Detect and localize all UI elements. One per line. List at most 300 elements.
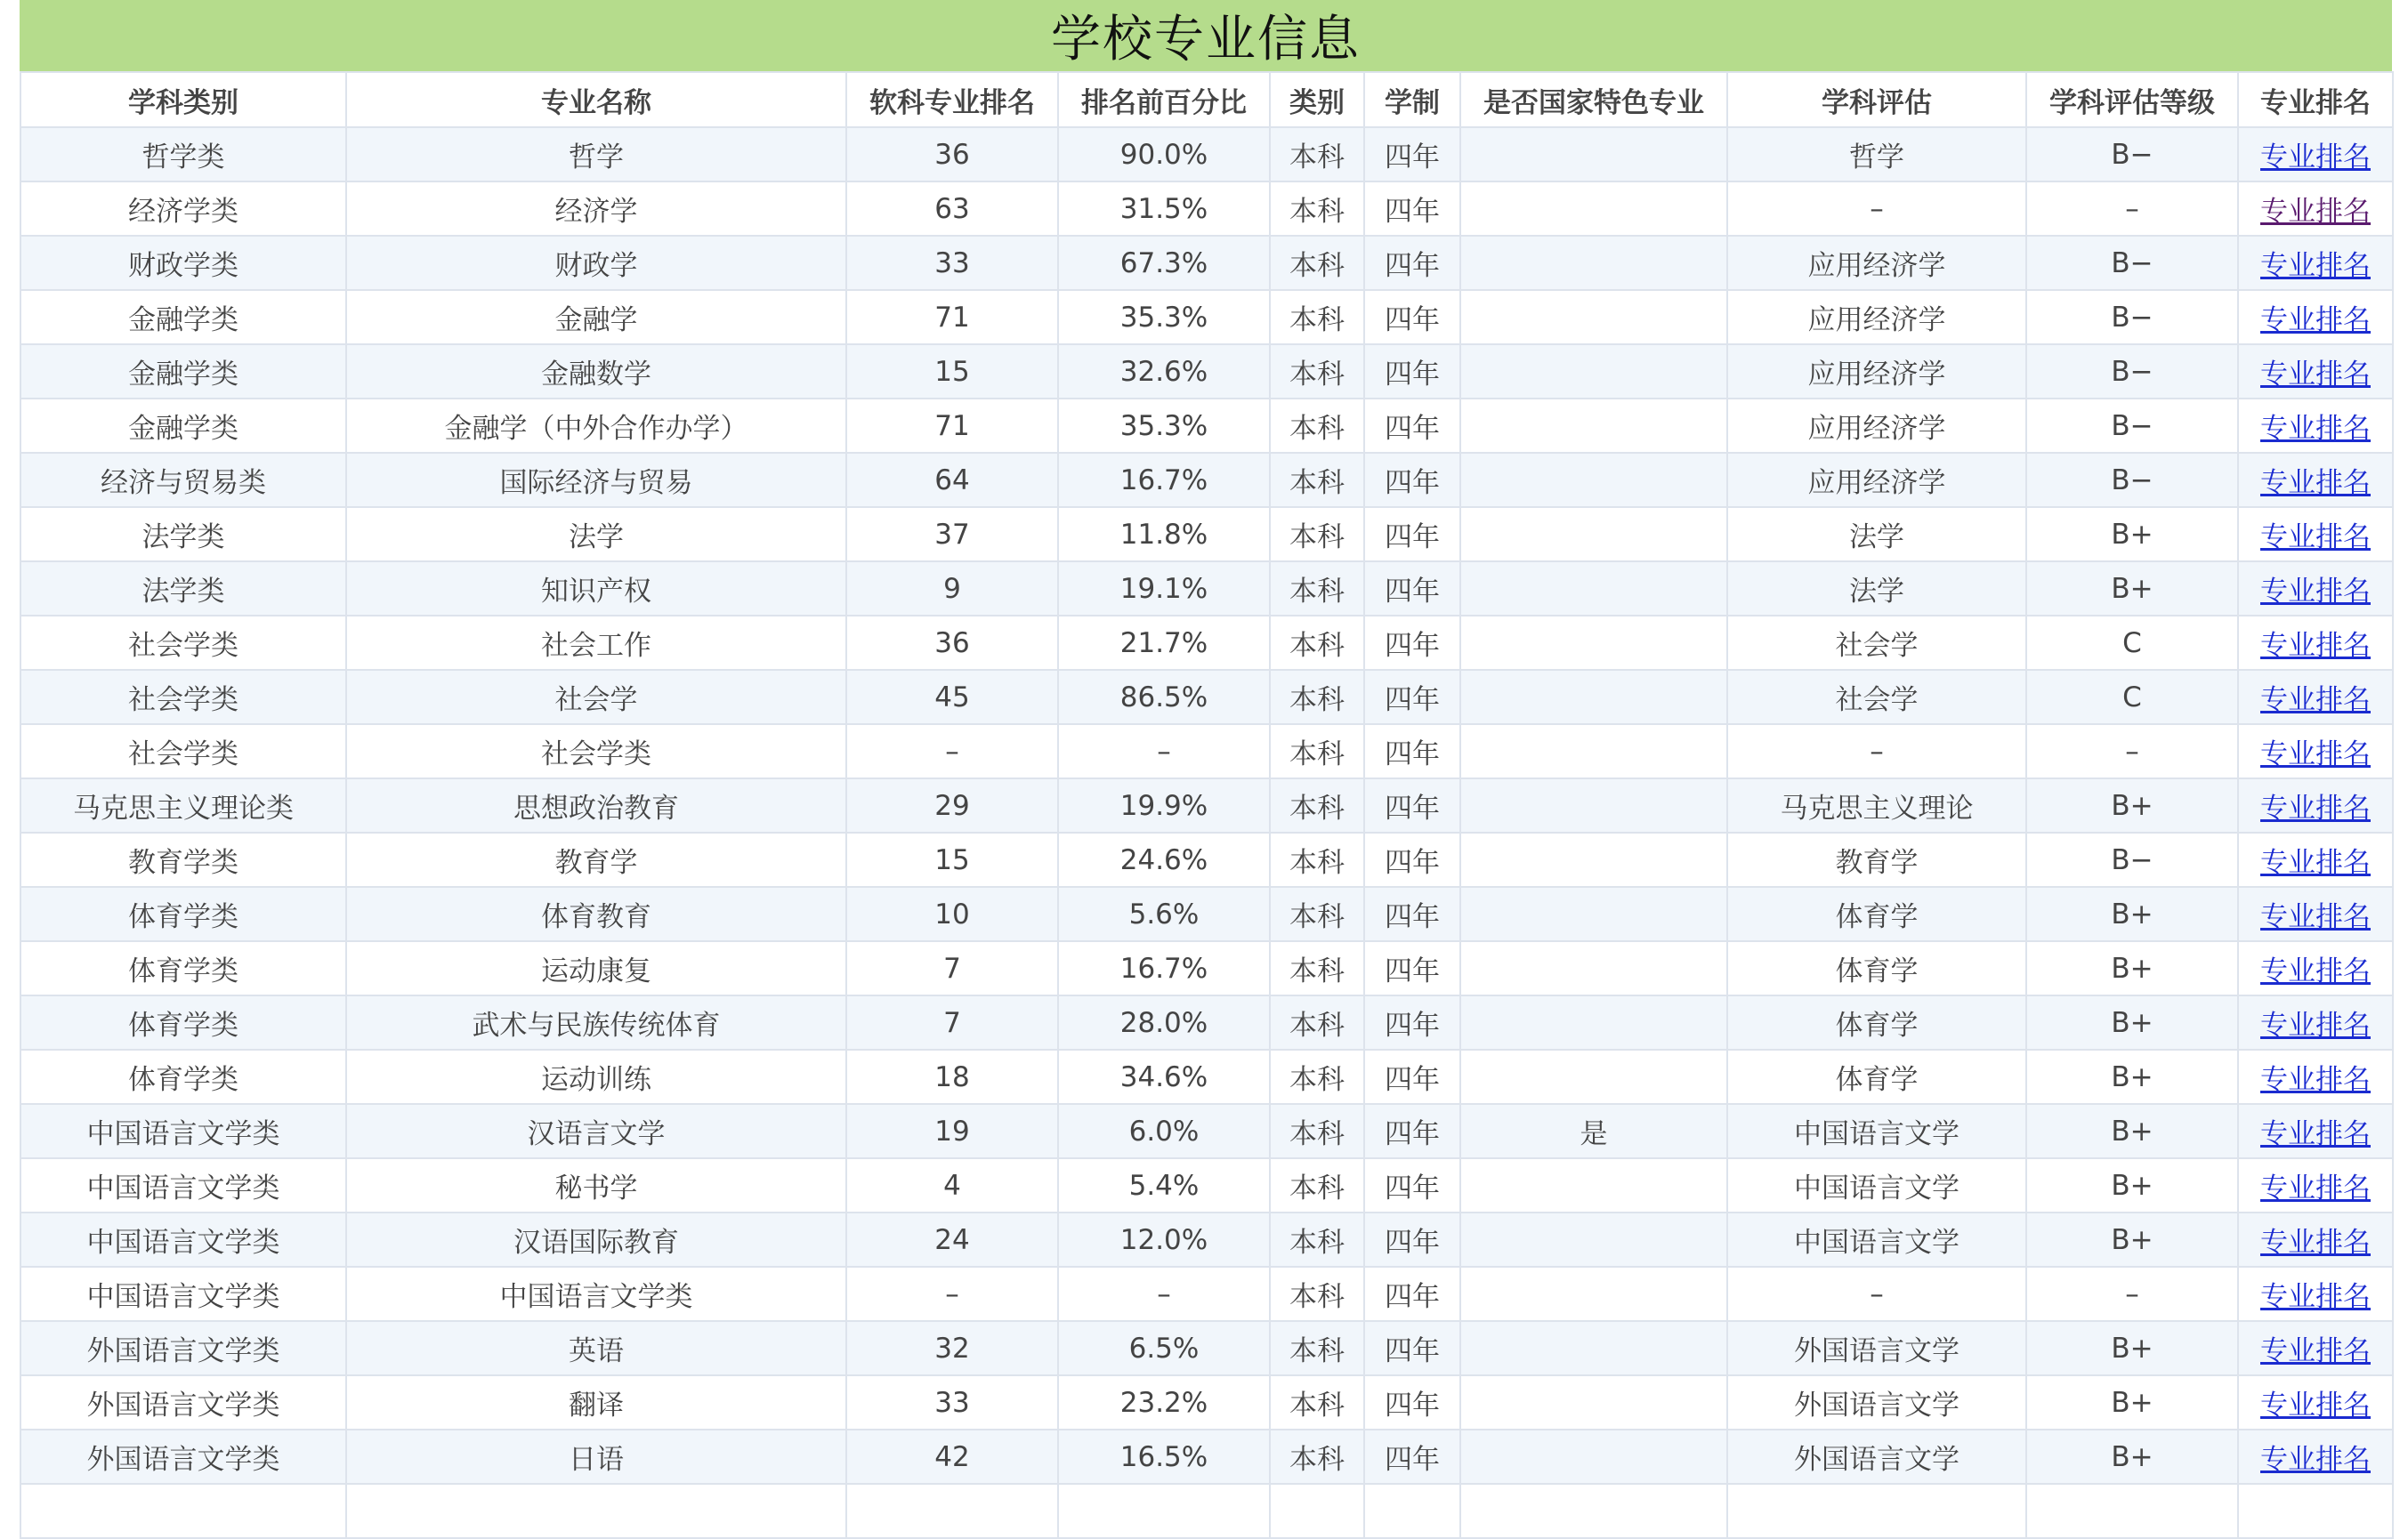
grade-cell: B+ bbox=[2026, 1375, 2238, 1430]
major-cell: 财政学 bbox=[346, 236, 846, 290]
percent-cell: 19.1% bbox=[1058, 561, 1270, 616]
type-cell: 本科 bbox=[1270, 833, 1364, 887]
partial-cell bbox=[2238, 1484, 2393, 1538]
rank-link-cell bbox=[2238, 995, 2393, 1050]
rank-cell: 71 bbox=[846, 290, 1058, 344]
rank-cell: – bbox=[846, 724, 1058, 778]
column-header-eval: 学科评估 bbox=[1727, 72, 2026, 127]
majors-table-body bbox=[20, 127, 2393, 1538]
rank-cell: 33 bbox=[846, 1375, 1058, 1430]
major-cell: 金融数学 bbox=[346, 344, 846, 399]
type-cell: 本科 bbox=[1270, 616, 1364, 670]
major-ranking-link[interactable]: 专业排名 bbox=[2260, 1227, 2371, 1259]
category-cell: 金融学类 bbox=[20, 290, 346, 344]
grade-cell: – bbox=[2026, 1267, 2238, 1321]
majors-table bbox=[20, 71, 2394, 1539]
percent-cell: 6.5% bbox=[1058, 1321, 1270, 1375]
table-row bbox=[20, 833, 2393, 887]
rank-cell: 63 bbox=[846, 181, 1058, 236]
rank-link-cell bbox=[2238, 399, 2393, 453]
table-row bbox=[20, 290, 2393, 344]
partial-cell bbox=[20, 1484, 346, 1538]
category-cell: 外国语言文学类 bbox=[20, 1375, 346, 1430]
major-ranking-link[interactable]: 专业排名 bbox=[2260, 1390, 2371, 1422]
major-ranking-link[interactable]: 专业排名 bbox=[2260, 684, 2371, 716]
major-ranking-link[interactable]: 专业排名 bbox=[2260, 847, 2371, 879]
featured-cell bbox=[1460, 344, 1727, 399]
percent-cell: 86.5% bbox=[1058, 670, 1270, 724]
category-cell: 外国语言文学类 bbox=[20, 1321, 346, 1375]
grade-cell: B− bbox=[2026, 290, 2238, 344]
eval-cell: 社会学 bbox=[1727, 670, 2026, 724]
type-cell: 本科 bbox=[1270, 724, 1364, 778]
rank-cell: – bbox=[846, 1267, 1058, 1321]
rank-cell: 64 bbox=[846, 453, 1058, 507]
table-row bbox=[20, 1050, 2393, 1104]
duration-cell: 四年 bbox=[1364, 995, 1460, 1050]
major-cell: 社会工作 bbox=[346, 616, 846, 670]
column-header-percent: 排名前百分比 bbox=[1058, 72, 1270, 127]
major-cell: 秘书学 bbox=[346, 1158, 846, 1213]
rank-link-cell bbox=[2238, 344, 2393, 399]
table-row bbox=[20, 670, 2393, 724]
column-header-type: 类别 bbox=[1270, 72, 1364, 127]
type-cell: 本科 bbox=[1270, 453, 1364, 507]
column-header-duration: 学制 bbox=[1364, 72, 1460, 127]
featured-cell bbox=[1460, 887, 1727, 941]
major-ranking-link[interactable]: 专业排名 bbox=[2260, 250, 2371, 282]
type-cell: 本科 bbox=[1270, 507, 1364, 561]
eval-cell: 法学 bbox=[1727, 507, 2026, 561]
percent-cell: 6.0% bbox=[1058, 1104, 1270, 1158]
featured-cell bbox=[1460, 670, 1727, 724]
eval-cell: 外国语言文学 bbox=[1727, 1375, 2026, 1430]
table-row bbox=[20, 1158, 2393, 1213]
eval-cell: 中国语言文学 bbox=[1727, 1213, 2026, 1267]
table-row bbox=[20, 344, 2393, 399]
featured-cell bbox=[1460, 290, 1727, 344]
duration-cell: 四年 bbox=[1364, 561, 1460, 616]
eval-cell: 马克思主义理论 bbox=[1727, 778, 2026, 833]
duration-cell: 四年 bbox=[1364, 290, 1460, 344]
type-cell: 本科 bbox=[1270, 236, 1364, 290]
eval-cell: – bbox=[1727, 1267, 2026, 1321]
major-cell: 汉语言文学 bbox=[346, 1104, 846, 1158]
grade-cell: B+ bbox=[2026, 1050, 2238, 1104]
grade-cell: B+ bbox=[2026, 941, 2238, 995]
type-cell: 本科 bbox=[1270, 1158, 1364, 1213]
category-cell: 金融学类 bbox=[20, 344, 346, 399]
grade-cell: C bbox=[2026, 670, 2238, 724]
major-cell: 英语 bbox=[346, 1321, 846, 1375]
column-header-rank: 软科专业排名 bbox=[846, 72, 1058, 127]
major-ranking-link[interactable]: 专业排名 bbox=[2260, 1172, 2371, 1205]
eval-cell: 体育学 bbox=[1727, 941, 2026, 995]
eval-cell: 应用经济学 bbox=[1727, 290, 2026, 344]
percent-cell: 5.4% bbox=[1058, 1158, 1270, 1213]
table-row bbox=[20, 887, 2393, 941]
major-ranking-link[interactable]: 专业排名 bbox=[2260, 630, 2371, 662]
duration-cell: 四年 bbox=[1364, 1050, 1460, 1104]
rank-link-cell bbox=[2238, 236, 2393, 290]
category-cell: 哲学类 bbox=[20, 127, 346, 181]
percent-cell: 35.3% bbox=[1058, 399, 1270, 453]
rank-link-cell bbox=[2238, 1104, 2393, 1158]
major-ranking-link[interactable]: 专业排名 bbox=[2260, 1010, 2371, 1042]
rank-link-cell bbox=[2238, 290, 2393, 344]
partial-cell bbox=[1364, 1484, 1460, 1538]
major-cell: 运动训练 bbox=[346, 1050, 846, 1104]
rank-cell: 15 bbox=[846, 344, 1058, 399]
major-cell: 运动康复 bbox=[346, 941, 846, 995]
rank-link-cell bbox=[2238, 778, 2393, 833]
rank-link-cell bbox=[2238, 724, 2393, 778]
percent-cell: 23.2% bbox=[1058, 1375, 1270, 1430]
percent-cell: 28.0% bbox=[1058, 995, 1270, 1050]
grade-cell: B+ bbox=[2026, 1213, 2238, 1267]
table-row bbox=[20, 399, 2393, 453]
type-cell: 本科 bbox=[1270, 1050, 1364, 1104]
duration-cell: 四年 bbox=[1364, 1375, 1460, 1430]
major-cell: 体育教育 bbox=[346, 887, 846, 941]
partial-cell bbox=[1058, 1484, 1270, 1538]
major-ranking-link[interactable]: 专业排名 bbox=[2260, 304, 2371, 336]
percent-cell: 12.0% bbox=[1058, 1213, 1270, 1267]
category-cell: 财政学类 bbox=[20, 236, 346, 290]
category-cell: 体育学类 bbox=[20, 1050, 346, 1104]
rank-link-cell bbox=[2238, 127, 2393, 181]
rank-link-cell bbox=[2238, 453, 2393, 507]
percent-cell: 34.6% bbox=[1058, 1050, 1270, 1104]
column-header-link: 专业排名 bbox=[2238, 72, 2393, 127]
major-ranking-link[interactable]: 专业排名 bbox=[2260, 738, 2371, 770]
type-cell: 本科 bbox=[1270, 887, 1364, 941]
percent-cell: 31.5% bbox=[1058, 181, 1270, 236]
table-row bbox=[20, 236, 2393, 290]
percent-cell: 16.7% bbox=[1058, 941, 1270, 995]
category-cell: 体育学类 bbox=[20, 887, 346, 941]
rank-cell: 33 bbox=[846, 236, 1058, 290]
percent-cell: – bbox=[1058, 724, 1270, 778]
featured-cell bbox=[1460, 1321, 1727, 1375]
eval-cell: – bbox=[1727, 724, 2026, 778]
rank-cell: 19 bbox=[846, 1104, 1058, 1158]
major-ranking-link[interactable]: 专业排名 bbox=[2260, 467, 2371, 499]
table-row bbox=[20, 507, 2393, 561]
grade-cell: B− bbox=[2026, 236, 2238, 290]
grade-cell: B+ bbox=[2026, 778, 2238, 833]
duration-cell: 四年 bbox=[1364, 1158, 1460, 1213]
grade-cell: B+ bbox=[2026, 887, 2238, 941]
eval-cell: 外国语言文学 bbox=[1727, 1430, 2026, 1484]
partial-cell bbox=[346, 1484, 846, 1538]
type-cell: 本科 bbox=[1270, 344, 1364, 399]
major-ranking-link[interactable]: 专业排名 bbox=[2260, 901, 2371, 933]
percent-cell: 16.7% bbox=[1058, 453, 1270, 507]
grade-cell: B− bbox=[2026, 833, 2238, 887]
duration-cell: 四年 bbox=[1364, 399, 1460, 453]
grade-cell: B− bbox=[2026, 399, 2238, 453]
category-cell: 教育学类 bbox=[20, 833, 346, 887]
category-cell: 体育学类 bbox=[20, 995, 346, 1050]
grade-cell: B+ bbox=[2026, 561, 2238, 616]
rank-cell: 7 bbox=[846, 941, 1058, 995]
major-cell: 法学 bbox=[346, 507, 846, 561]
table-row bbox=[20, 1321, 2393, 1375]
category-cell: 经济学类 bbox=[20, 181, 346, 236]
table-row bbox=[20, 995, 2393, 1050]
featured-cell bbox=[1460, 507, 1727, 561]
category-cell: 经济与贸易类 bbox=[20, 453, 346, 507]
featured-cell bbox=[1460, 833, 1727, 887]
percent-cell: 16.5% bbox=[1058, 1430, 1270, 1484]
grade-cell: B+ bbox=[2026, 1158, 2238, 1213]
category-cell: 法学类 bbox=[20, 561, 346, 616]
rank-link-cell bbox=[2238, 561, 2393, 616]
grade-cell: B− bbox=[2026, 127, 2238, 181]
major-cell: 教育学 bbox=[346, 833, 846, 887]
major-ranking-link[interactable]: 专业排名 bbox=[2260, 521, 2371, 553]
major-cell: 社会学 bbox=[346, 670, 846, 724]
major-cell: 武术与民族传统体育 bbox=[346, 995, 846, 1050]
rank-cell: 42 bbox=[846, 1430, 1058, 1484]
featured-cell bbox=[1460, 181, 1727, 236]
featured-cell bbox=[1460, 778, 1727, 833]
eval-cell: 社会学 bbox=[1727, 616, 2026, 670]
page-title: 学校专业信息 bbox=[20, 0, 2392, 71]
featured-cell bbox=[1460, 561, 1727, 616]
percent-cell: 35.3% bbox=[1058, 290, 1270, 344]
featured-cell bbox=[1460, 1375, 1727, 1430]
type-cell: 本科 bbox=[1270, 1430, 1364, 1484]
category-cell: 中国语言文学类 bbox=[20, 1158, 346, 1213]
featured-cell bbox=[1460, 1213, 1727, 1267]
table-row bbox=[20, 778, 2393, 833]
rank-link-cell bbox=[2238, 1158, 2393, 1213]
type-cell: 本科 bbox=[1270, 941, 1364, 995]
rank-cell: 7 bbox=[846, 995, 1058, 1050]
type-cell: 本科 bbox=[1270, 127, 1364, 181]
rank-cell: 45 bbox=[846, 670, 1058, 724]
major-cell: 日语 bbox=[346, 1430, 846, 1484]
grade-cell: B+ bbox=[2026, 995, 2238, 1050]
duration-cell: 四年 bbox=[1364, 887, 1460, 941]
category-cell: 金融学类 bbox=[20, 399, 346, 453]
table-header-row bbox=[20, 72, 2393, 127]
table-row bbox=[20, 1213, 2393, 1267]
duration-cell: 四年 bbox=[1364, 670, 1460, 724]
percent-cell: 67.3% bbox=[1058, 236, 1270, 290]
featured-cell bbox=[1460, 399, 1727, 453]
percent-cell: 90.0% bbox=[1058, 127, 1270, 181]
major-ranking-link[interactable]: 专业排名 bbox=[2260, 196, 2371, 228]
major-ranking-link[interactable]: 专业排名 bbox=[2260, 793, 2371, 825]
featured-cell bbox=[1460, 1158, 1727, 1213]
eval-cell: 应用经济学 bbox=[1727, 344, 2026, 399]
major-ranking-link[interactable]: 专业排名 bbox=[2260, 955, 2371, 987]
type-cell: 本科 bbox=[1270, 399, 1364, 453]
grade-cell: B− bbox=[2026, 453, 2238, 507]
rank-cell: 9 bbox=[846, 561, 1058, 616]
eval-cell: 中国语言文学 bbox=[1727, 1104, 2026, 1158]
major-cell: 社会学类 bbox=[346, 724, 846, 778]
category-cell: 体育学类 bbox=[20, 941, 346, 995]
featured-cell bbox=[1460, 1267, 1727, 1321]
featured-cell bbox=[1460, 941, 1727, 995]
table-row bbox=[20, 1267, 2393, 1321]
rank-link-cell bbox=[2238, 1267, 2393, 1321]
featured-cell bbox=[1460, 453, 1727, 507]
featured-cell bbox=[1460, 1050, 1727, 1104]
percent-cell: 21.7% bbox=[1058, 616, 1270, 670]
eval-cell: 应用经济学 bbox=[1727, 453, 2026, 507]
major-ranking-link[interactable]: 专业排名 bbox=[2260, 359, 2371, 391]
duration-cell: 四年 bbox=[1364, 344, 1460, 399]
featured-cell bbox=[1460, 127, 1727, 181]
partial-cell bbox=[2026, 1484, 2238, 1538]
category-cell: 中国语言文学类 bbox=[20, 1104, 346, 1158]
duration-cell: 四年 bbox=[1364, 941, 1460, 995]
eval-cell: 外国语言文学 bbox=[1727, 1321, 2026, 1375]
table-row bbox=[20, 561, 2393, 616]
major-cell: 中国语言文学类 bbox=[346, 1267, 846, 1321]
type-cell: 本科 bbox=[1270, 181, 1364, 236]
major-ranking-link[interactable]: 专业排名 bbox=[2260, 141, 2371, 173]
major-ranking-link[interactable]: 专业排名 bbox=[2260, 1335, 2371, 1367]
rank-cell: 15 bbox=[846, 833, 1058, 887]
duration-cell: 四年 bbox=[1364, 724, 1460, 778]
percent-cell: 32.6% bbox=[1058, 344, 1270, 399]
rank-link-cell bbox=[2238, 1213, 2393, 1267]
column-header-featured: 是否国家特色专业 bbox=[1460, 72, 1727, 127]
table-row bbox=[20, 1375, 2393, 1430]
table-row-partial bbox=[20, 1484, 2393, 1538]
rank-cell: 32 bbox=[846, 1321, 1058, 1375]
major-ranking-link[interactable]: 专业排名 bbox=[2260, 1281, 2371, 1313]
eval-cell: 哲学 bbox=[1727, 127, 2026, 181]
major-cell: 经济学 bbox=[346, 181, 846, 236]
eval-cell: 体育学 bbox=[1727, 887, 2026, 941]
percent-cell: – bbox=[1058, 1267, 1270, 1321]
category-cell: 社会学类 bbox=[20, 724, 346, 778]
majors-page bbox=[20, 0, 2392, 1539]
rank-link-cell bbox=[2238, 887, 2393, 941]
table-row bbox=[20, 941, 2393, 995]
partial-cell bbox=[1460, 1484, 1727, 1538]
eval-cell: – bbox=[1727, 181, 2026, 236]
featured-cell bbox=[1460, 995, 1727, 1050]
duration-cell: 四年 bbox=[1364, 616, 1460, 670]
category-cell: 社会学类 bbox=[20, 670, 346, 724]
grade-cell: B+ bbox=[2026, 1430, 2238, 1484]
major-cell: 国际经济与贸易 bbox=[346, 453, 846, 507]
major-cell: 思想政治教育 bbox=[346, 778, 846, 833]
type-cell: 本科 bbox=[1270, 1375, 1364, 1430]
column-header-major: 专业名称 bbox=[346, 72, 846, 127]
major-ranking-link[interactable]: 专业排名 bbox=[2260, 576, 2371, 608]
major-cell: 翻译 bbox=[346, 1375, 846, 1430]
category-cell: 中国语言文学类 bbox=[20, 1213, 346, 1267]
type-cell: 本科 bbox=[1270, 1213, 1364, 1267]
duration-cell: 四年 bbox=[1364, 833, 1460, 887]
duration-cell: 四年 bbox=[1364, 1321, 1460, 1375]
table-row bbox=[20, 181, 2393, 236]
duration-cell: 四年 bbox=[1364, 507, 1460, 561]
percent-cell: 5.6% bbox=[1058, 887, 1270, 941]
type-cell: 本科 bbox=[1270, 995, 1364, 1050]
partial-cell bbox=[1270, 1484, 1364, 1538]
column-header-category: 学科类别 bbox=[20, 72, 346, 127]
type-cell: 本科 bbox=[1270, 1267, 1364, 1321]
partial-cell bbox=[846, 1484, 1058, 1538]
rank-link-cell bbox=[2238, 833, 2393, 887]
rank-link-cell bbox=[2238, 181, 2393, 236]
category-cell: 马克思主义理论类 bbox=[20, 778, 346, 833]
major-ranking-link[interactable]: 专业排名 bbox=[2260, 1064, 2371, 1096]
duration-cell: 四年 bbox=[1364, 778, 1460, 833]
eval-cell: 教育学 bbox=[1727, 833, 2026, 887]
rank-link-cell bbox=[2238, 941, 2393, 995]
percent-cell: 11.8% bbox=[1058, 507, 1270, 561]
eval-cell: 法学 bbox=[1727, 561, 2026, 616]
duration-cell: 四年 bbox=[1364, 236, 1460, 290]
duration-cell: 四年 bbox=[1364, 1213, 1460, 1267]
rank-cell: 10 bbox=[846, 887, 1058, 941]
duration-cell: 四年 bbox=[1364, 453, 1460, 507]
rank-cell: 4 bbox=[846, 1158, 1058, 1213]
eval-cell: 应用经济学 bbox=[1727, 236, 2026, 290]
major-ranking-link[interactable]: 专业排名 bbox=[2260, 413, 2371, 445]
duration-cell: 四年 bbox=[1364, 181, 1460, 236]
rank-cell: 36 bbox=[846, 127, 1058, 181]
rank-cell: 71 bbox=[846, 399, 1058, 453]
duration-cell: 四年 bbox=[1364, 1430, 1460, 1484]
grade-cell: B+ bbox=[2026, 507, 2238, 561]
table-row bbox=[20, 724, 2393, 778]
type-cell: 本科 bbox=[1270, 290, 1364, 344]
percent-cell: 19.9% bbox=[1058, 778, 1270, 833]
rank-cell: 29 bbox=[846, 778, 1058, 833]
category-cell: 法学类 bbox=[20, 507, 346, 561]
grade-cell: C bbox=[2026, 616, 2238, 670]
category-cell: 社会学类 bbox=[20, 616, 346, 670]
major-cell: 汉语国际教育 bbox=[346, 1213, 846, 1267]
grade-cell: – bbox=[2026, 181, 2238, 236]
rank-cell: 18 bbox=[846, 1050, 1058, 1104]
eval-cell: 应用经济学 bbox=[1727, 399, 2026, 453]
major-ranking-link[interactable]: 专业排名 bbox=[2260, 1118, 2371, 1150]
rank-link-cell bbox=[2238, 1321, 2393, 1375]
featured-cell: 是 bbox=[1460, 1104, 1727, 1158]
table-row bbox=[20, 127, 2393, 181]
table-row bbox=[20, 1104, 2393, 1158]
table-row bbox=[20, 1430, 2393, 1484]
featured-cell bbox=[1460, 616, 1727, 670]
major-cell: 哲学 bbox=[346, 127, 846, 181]
major-cell: 金融学 bbox=[346, 290, 846, 344]
rank-cell: 36 bbox=[846, 616, 1058, 670]
grade-cell: – bbox=[2026, 724, 2238, 778]
grade-cell: B− bbox=[2026, 344, 2238, 399]
rank-cell: 24 bbox=[846, 1213, 1058, 1267]
rank-link-cell bbox=[2238, 507, 2393, 561]
type-cell: 本科 bbox=[1270, 561, 1364, 616]
major-ranking-link[interactable]: 专业排名 bbox=[2260, 1444, 2371, 1476]
rank-link-cell bbox=[2238, 1375, 2393, 1430]
table-row bbox=[20, 453, 2393, 507]
grade-cell: B+ bbox=[2026, 1104, 2238, 1158]
eval-cell: 体育学 bbox=[1727, 995, 2026, 1050]
